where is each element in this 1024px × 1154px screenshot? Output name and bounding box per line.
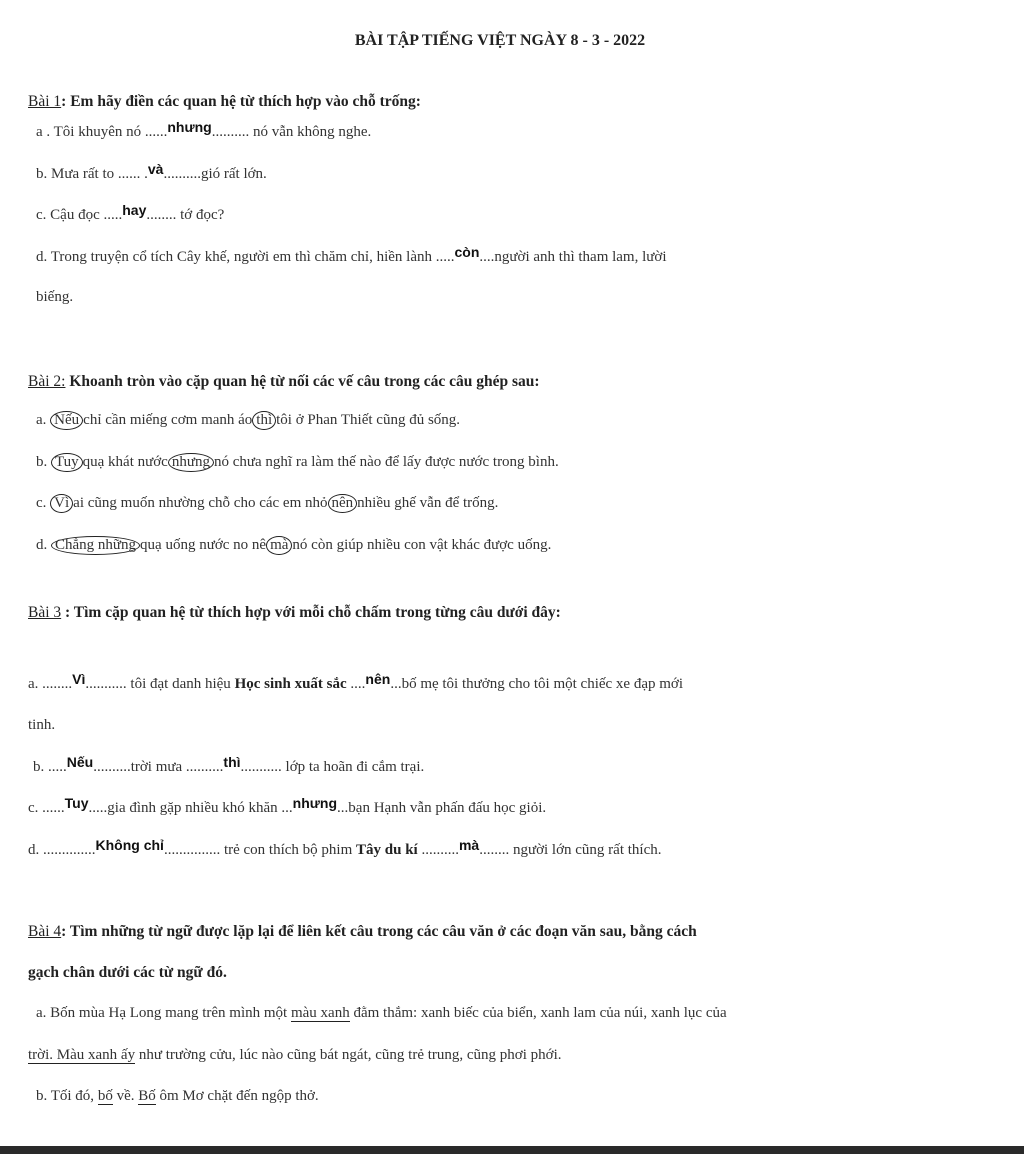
- bai2-a-suffix: tôi ở Phan Thiết cũng đủ sống.: [276, 412, 461, 428]
- bai3-c-suffix: ...bạn Hạnh vẫn phấn đấu học giỏi.: [337, 800, 547, 816]
- underlined-word: Bố: [138, 1088, 156, 1104]
- bai3-d-mid: ............... trẻ con thích bộ phim: [163, 842, 356, 858]
- bai1-heading: [28, 93, 421, 111]
- bai1-item-b: [36, 161, 267, 183]
- bai3-b-suffix: ........... lớp ta hoãn đi cắm trại.: [240, 759, 425, 775]
- bai2-item-d: [36, 536, 551, 555]
- bai2-d-mid: quạ uống nước no nê: [140, 537, 267, 553]
- bai3-d-answer-1: Không chỉ: [95, 837, 164, 853]
- circled-word: nên: [328, 494, 358, 513]
- bai1-c-prefix: c. Cậu đọc .....: [36, 207, 123, 223]
- bai3-c-answer-1: Tuy: [64, 795, 89, 811]
- bai2-b-prefix: b.: [36, 454, 51, 470]
- bai4-item-b: [36, 1088, 319, 1105]
- bai3-c-mid: .....gia đình gặp nhiều khó khăn ...: [88, 800, 293, 816]
- circled-word: Chẳng những: [51, 536, 140, 555]
- bai3-label: Bài 3: [28, 604, 62, 621]
- bai1-d-suffix: ....người anh thì tham lam, lười: [479, 249, 667, 265]
- bai1-instruction: : Em hãy điền các quan hệ từ thích hợp vào chỗ trống:: [61, 93, 421, 110]
- bai3-c-answer-2: nhưng: [292, 795, 338, 811]
- bai2-a-mid: chỉ cần miếng cơm manh áo: [83, 412, 253, 428]
- bai2-b-suffix: nó chưa nghĩ ra làm thế nào để lấy được nước trong bình.: [213, 454, 559, 470]
- bai4-heading: [28, 923, 697, 941]
- bai2-label: Bài 2:: [28, 373, 66, 390]
- bai3-heading: [28, 604, 561, 622]
- bai2-heading: [28, 373, 540, 391]
- bai1-a-answer: nhưng: [167, 119, 212, 135]
- bai3-a-mid1: ........... tôi đạt danh hiệu: [85, 676, 235, 692]
- bai3-a-suffix: ...bố mẹ tôi thưởng cho tôi một chiếc xe đạp mới: [390, 676, 684, 692]
- bai1-item-a: [36, 119, 372, 141]
- bai1-d-line2: biếng.: [36, 289, 74, 305]
- bai1-a-prefix: a . Tôi khuyên nó ......: [36, 124, 168, 140]
- bai1-item-d: [36, 244, 667, 266]
- bai4-label: Bài 4: [28, 923, 62, 940]
- bai1-d-prefix: d. Trong truyện cổ tích Cây khế, người em thì chăm chỉ, hiền lành .....: [36, 249, 455, 265]
- bai2-d-suffix: nó còn giúp nhiều con vật khác được uống.: [292, 537, 552, 553]
- circled-word: Tuy: [51, 453, 83, 472]
- bai3-item-c: [28, 795, 547, 817]
- bai2-a-prefix: a.: [36, 412, 51, 428]
- bai2-instruction: Khoanh tròn vào cặp quan hệ từ nối các vế câu trong các câu ghép sau:: [65, 373, 540, 390]
- bai4-a-suffix: đằm thắm: xanh biếc của biển, xanh lam của núi, xanh lục của: [349, 1005, 727, 1021]
- bai3-item-a: [28, 671, 684, 693]
- bai1-d-answer: còn: [454, 244, 480, 260]
- bai3-a-answer-1: Vì: [72, 671, 86, 687]
- bai1-b-answer: và: [147, 161, 164, 177]
- bai3-a-prefix: a. ........: [28, 676, 73, 692]
- bai3-d-suffix: ........ người lớn cũng rất thích.: [479, 842, 662, 858]
- bai4-instruction-1: : Tìm những từ ngữ được lặp lại để liên kết câu trong các câu văn ở các đoạn văn sau, bằng cách: [61, 923, 697, 940]
- bai4-item-a: [36, 1005, 727, 1022]
- bai3-a-bold: Học sinh xuất sắc: [234, 676, 347, 692]
- bai4-b-mid: về.: [112, 1088, 139, 1104]
- bai3-c-prefix: c. ......: [28, 800, 65, 816]
- bai3-d-mid2: ..........: [417, 842, 459, 858]
- underlined-phrase: màu xanh: [290, 1005, 350, 1021]
- bai3-item-d: [28, 837, 662, 859]
- bai4-a-line2-rest: như trường cửu, lúc nào cũng bát ngát, cũng trẻ trung, cũng phơi phới.: [135, 1047, 562, 1063]
- circled-word: thì: [252, 411, 276, 430]
- bai4-b-prefix: b. Tối đó,: [36, 1088, 98, 1104]
- bai2-d-prefix: d.: [36, 537, 51, 553]
- bai3-b-mid: ..........trời mưa ..........: [93, 759, 224, 775]
- circled-word: mà: [266, 536, 292, 555]
- bai2-item-b: [36, 453, 559, 472]
- bai1-b-prefix: b. Mưa rất to ...... .: [36, 166, 148, 182]
- bai4-a-line2: [28, 1047, 562, 1064]
- bai3-b-answer-2: thì: [223, 754, 241, 770]
- bai4-b-suffix: ôm Mơ chặt đến ngộp thở.: [155, 1088, 319, 1104]
- bai3-a-line2: tinh.: [28, 717, 56, 733]
- page-title: BÀI TẬP TIẾNG VIỆT NGÀY 8 - 3 - 2022: [354, 32, 646, 49]
- underlined-word: bố: [97, 1088, 113, 1104]
- circled-word: nhưng: [168, 453, 214, 472]
- underlined-phrase: trời. Màu xanh ấy: [28, 1047, 136, 1063]
- bai1-c-answer: hay: [122, 202, 147, 218]
- bai3-b-answer-1: Nếu: [66, 754, 94, 770]
- bai1-a-suffix: .......... nó vẫn không nghe.: [211, 124, 372, 140]
- bai3-d-prefix: d. ..............: [28, 842, 96, 858]
- bai2-c-mid: ai cũng muốn nhường chỗ cho các em nhỏ: [73, 495, 328, 511]
- bai3-a-mid2: ....: [346, 676, 366, 692]
- bai2-c-prefix: c.: [36, 495, 51, 511]
- bai2-item-a: [36, 411, 460, 430]
- bai4-a-prefix: a. Bốn mùa Hạ Long mang trên mình một: [36, 1005, 291, 1021]
- bai3-a-answer-2: nên: [365, 671, 391, 687]
- bai1-label: Bài 1: [28, 93, 62, 110]
- bai2-item-c: [36, 494, 498, 513]
- bai1-c-suffix: ........ tớ đọc?: [146, 207, 225, 223]
- bai3-d-bold: Tây du kí: [356, 842, 418, 858]
- bai3-d-answer-2: mà: [458, 837, 480, 853]
- bai2-c-suffix: nhiều ghế vẫn để trống.: [357, 495, 499, 511]
- circled-word: Vì: [50, 494, 73, 513]
- bai3-item-b: [33, 754, 425, 776]
- bai2-b-mid: quạ khát nước: [82, 454, 168, 470]
- bai1-b-suffix: ..........gió rất lớn.: [163, 166, 267, 182]
- bai3-instruction: : Tìm cặp quan hệ từ thích hợp với mỗi chỗ chấm trong từng câu dưới đây:: [61, 604, 561, 621]
- bai1-item-c: [36, 202, 225, 224]
- circled-word: Nếu: [50, 411, 83, 430]
- bai3-b-prefix: b. .....: [33, 759, 67, 775]
- bai4-instruction-2: gạch chân dưới các từ ngữ đó.: [28, 964, 227, 981]
